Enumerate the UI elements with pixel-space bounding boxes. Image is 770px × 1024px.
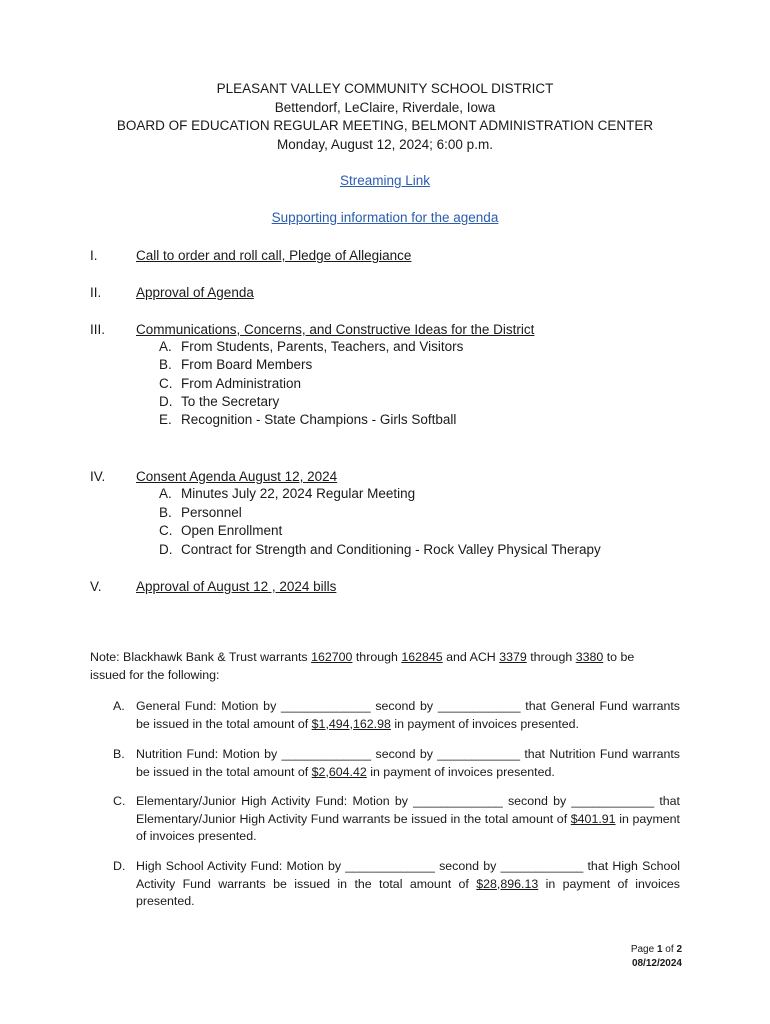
item-letter: A. bbox=[113, 699, 125, 713]
note-text: and ACH bbox=[442, 650, 500, 664]
fund-text bbox=[136, 793, 680, 846]
section-number: II. bbox=[90, 285, 102, 300]
fund-text-pre: General Fund: Motion by _____________ second by ____________ that General Fund warrants be issued in the total amount of bbox=[136, 699, 680, 731]
item-letter: A. bbox=[159, 339, 172, 354]
item-letter: A. bbox=[159, 486, 172, 501]
warrant-start: 162700 bbox=[311, 650, 353, 664]
fund-text-post: in payment of invoices presented. bbox=[366, 764, 555, 779]
fund-amount: $2,604.42 bbox=[311, 764, 367, 779]
warrant-end: 162845 bbox=[401, 650, 443, 664]
item-text: From Administration bbox=[181, 376, 302, 391]
warrants-note bbox=[90, 648, 650, 684]
section-number: V. bbox=[90, 579, 102, 594]
ach-end: 3380 bbox=[575, 650, 604, 664]
item-letter: D. bbox=[159, 394, 173, 409]
meeting-title: BOARD OF EDUCATION REGULAR MEETING, BELMONT ADMINISTRATION CENTER bbox=[116, 118, 654, 133]
note-text: to be issued for the following: bbox=[90, 650, 635, 682]
streaming-link-row bbox=[0, 173, 770, 188]
section-title: Communications, Concerns, and Constructive Ideas for the District bbox=[136, 322, 535, 337]
district-name: PLEASANT VALLEY COMMUNITY SCHOOL DISTRICT bbox=[216, 81, 554, 96]
item-letter: D. bbox=[159, 542, 173, 557]
note-text: Note: Blackhawk Bank & Trust warrants bbox=[90, 650, 312, 664]
fund-text-pre: Elementary/Junior High Activity Fund: Motion by _____________ second by ____________ that Elementary/Junior High Activity Fund warrants be issued in the total amount of bbox=[136, 794, 680, 826]
item-text: Minutes July 22, 2024 Regular Meeting bbox=[181, 486, 416, 501]
document-header bbox=[0, 80, 770, 154]
section-number: IV. bbox=[90, 469, 106, 484]
section-title: Approval of Agenda bbox=[136, 285, 254, 300]
item-text: To the Secretary bbox=[181, 394, 280, 409]
item-letter: B. bbox=[159, 505, 172, 520]
item-letter: B. bbox=[159, 357, 172, 372]
page-number bbox=[631, 943, 682, 957]
fund-amount: $28,896.13 bbox=[476, 876, 539, 891]
fund-text-post: in payment of invoices presented. bbox=[390, 716, 579, 731]
note-text: through bbox=[352, 650, 402, 664]
item-letter: B. bbox=[113, 747, 125, 761]
item-text: From Board Members bbox=[181, 357, 313, 372]
district-towns: Bettendorf, LeClaire, Riverdale, Iowa bbox=[274, 99, 496, 115]
fund-text bbox=[136, 746, 680, 781]
fund-text-pre: High School Activity Fund: Motion by _____________ second by ____________ that High School Activity Fund warrants be issued in the total amount of bbox=[136, 859, 680, 891]
item-letter: C. bbox=[159, 376, 173, 391]
item-letter: D. bbox=[113, 859, 126, 873]
section-title: Consent Agenda August 12, 2024 bbox=[136, 469, 338, 484]
supporting-link-row bbox=[0, 210, 770, 225]
fund-text-post: in payment of invoices presented. bbox=[136, 876, 680, 908]
item-text: From Students, Parents, Teachers, and Visitors bbox=[181, 339, 464, 354]
section-number: I. bbox=[90, 248, 98, 263]
item-letter: E. bbox=[159, 412, 172, 427]
footer-date: 08/12/2024 bbox=[631, 958, 682, 969]
item-text: Contract for Strength and Conditioning - Rock Valley Physical Therapy bbox=[181, 542, 601, 557]
page-total: 2 bbox=[676, 944, 682, 955]
section-number: III. bbox=[90, 322, 106, 337]
ach-start: 3379 bbox=[499, 650, 527, 664]
section-title: Call to order and roll call, Pledge of Allegiance bbox=[136, 248, 412, 263]
fund-text bbox=[136, 698, 680, 733]
page-label: Page bbox=[630, 944, 657, 955]
item-text: Personnel bbox=[181, 505, 242, 520]
fund-amount: $1,494,162.98 bbox=[311, 716, 391, 731]
supporting-info-link[interactable]: Supporting information for the agenda bbox=[271, 210, 499, 225]
item-text: Open Enrollment bbox=[181, 523, 283, 538]
page-footer bbox=[631, 943, 682, 971]
meeting-datetime: Monday, August 12, 2024; 6:00 p.m. bbox=[277, 136, 493, 152]
page-of: of bbox=[662, 944, 677, 955]
fund-text-post: in payment of invoices presented. bbox=[136, 811, 680, 843]
item-text: Recognition - State Champions - Girls Softball bbox=[181, 412, 457, 427]
fund-text-pre: Nutrition Fund: Motion by _____________ second by ____________ that Nutrition Fund warrants be issued in the total amount of bbox=[136, 747, 680, 779]
section-title: Approval of August 12 , 2024 bills bbox=[136, 579, 337, 594]
page-current: 1 bbox=[656, 944, 663, 955]
streaming-link[interactable]: Streaming Link bbox=[339, 173, 431, 188]
note-text: through bbox=[526, 650, 576, 664]
item-letter: C. bbox=[113, 794, 126, 808]
fund-text bbox=[136, 858, 680, 911]
fund-amount: $401.91 bbox=[570, 811, 616, 826]
item-letter: C. bbox=[159, 523, 173, 538]
